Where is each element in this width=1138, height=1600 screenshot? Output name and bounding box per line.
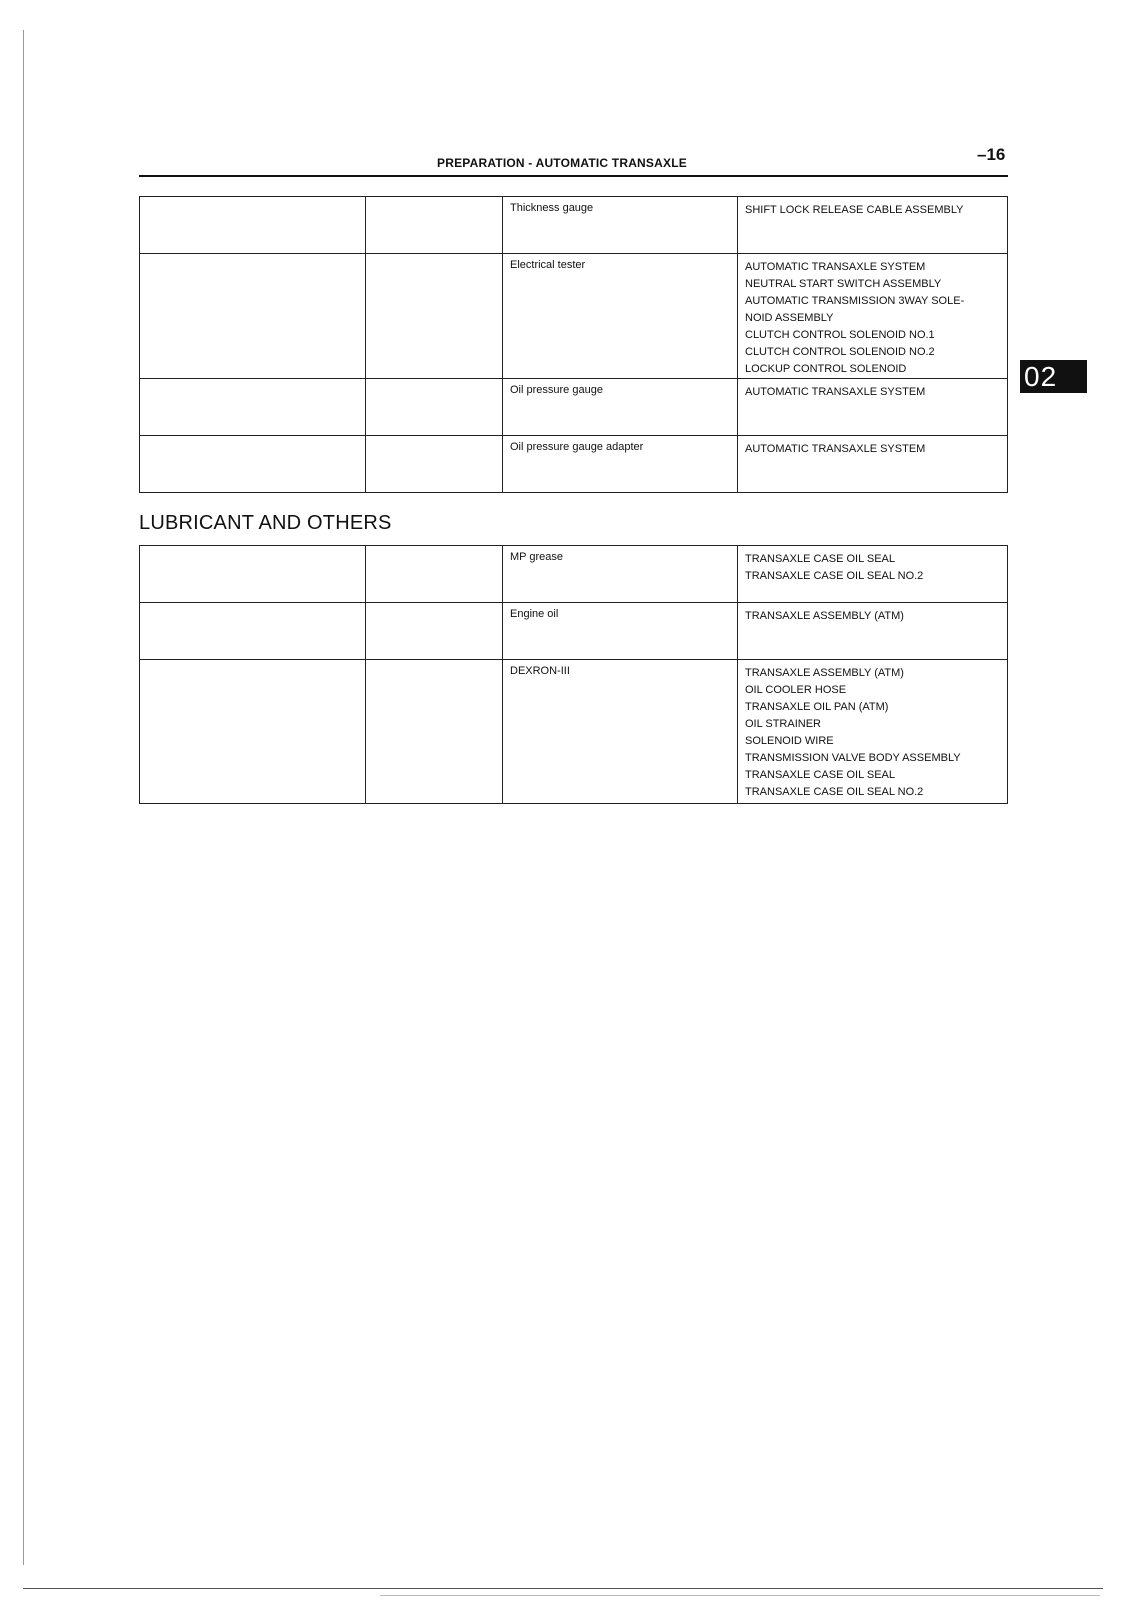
section-tab: 02 [1020,360,1087,393]
illustration-cell [140,603,366,660]
illustration-cell [140,379,366,436]
use-line: AUTOMATIC TRANSAXLE SYSTEM [745,386,926,398]
use-line: TRANSMISSION VALVE BODY ASSEMBLY [745,752,961,764]
page-header-title: PREPARATION - AUTOMATIC TRANSAXLE [437,156,687,170]
item-cell [503,379,738,436]
item-name: MP grease [510,551,563,563]
table-row [140,379,1008,436]
use-line: SHIFT LOCK RELEASE CABLE ASSEMBLY [745,204,964,216]
lubricant-table [139,545,1008,804]
header-rule [139,175,1008,177]
table-row [140,660,1008,804]
illustration-cell [140,546,366,603]
item-cell [503,436,738,493]
use-line: TRANSAXLE OIL PAN (ATM) [745,701,889,713]
use-line: LOCKUP CONTROL SOLENOID [745,363,907,375]
use-line: TRANSAXLE ASSEMBLY (ATM) [745,667,904,679]
part-number-cell [366,379,503,436]
item-cell [503,546,738,603]
illustration-cell [140,660,366,804]
item-cell [503,660,738,804]
uses-cell [738,660,1008,804]
use-line: TRANSAXLE ASSEMBLY (ATM) [745,610,904,622]
item-name: Oil pressure gauge [510,384,603,396]
use-line: SOLENOID WIRE [745,735,834,747]
use-line: AUTOMATIC TRANSAXLE SYSTEM [745,261,926,273]
use-line: CLUTCH CONTROL SOLENOID NO.2 [745,346,935,358]
part-number-cell [366,603,503,660]
use-line: TRANSAXLE CASE OIL SEAL NO.2 [745,570,924,582]
item-name: Electrical tester [510,259,586,271]
use-line: OIL STRAINER [745,718,821,730]
footer-rule [23,1588,1103,1589]
illustration-cell [140,436,366,493]
uses-cell [738,379,1008,436]
uses-cell [738,436,1008,493]
uses-cell [738,197,1008,254]
section-heading: LUBRICANT AND OTHERS [139,512,392,534]
item-cell [503,197,738,254]
footer-rule-secondary [380,1595,1100,1596]
use-line: CLUTCH CONTROL SOLENOID NO.1 [745,329,935,341]
use-line: NEUTRAL START SWITCH ASSEMBLY [745,278,942,290]
use-line: TRANSAXLE CASE OIL SEAL NO.2 [745,786,924,798]
use-line: NOID ASSEMBLY [745,312,834,324]
part-number-cell [366,254,503,379]
item-cell [503,603,738,660]
uses-cell [738,254,1008,379]
part-number-cell [366,660,503,804]
binding-margin-line [23,30,24,1565]
page-number: –16 [977,145,1006,164]
use-line: AUTOMATIC TRANSAXLE SYSTEM [745,443,926,455]
item-name: Oil pressure gauge adapter [510,441,644,453]
part-number-cell [366,546,503,603]
table-row [140,546,1008,603]
use-line: AUTOMATIC TRANSMISSION 3WAY SOLE- [745,295,965,307]
table-row [140,436,1008,493]
item-name: Thickness gauge [510,202,594,214]
use-line: OIL COOLER HOSE [745,684,847,696]
item-cell [503,254,738,379]
use-line: TRANSAXLE CASE OIL SEAL [745,553,895,565]
uses-cell [738,546,1008,603]
uses-cell [738,603,1008,660]
illustration-cell [140,197,366,254]
item-name: Engine oil [510,608,559,620]
tools-table [139,196,1008,493]
illustration-cell [140,254,366,379]
part-number-cell [366,436,503,493]
part-number-cell [366,197,503,254]
use-line: TRANSAXLE CASE OIL SEAL [745,769,895,781]
table-row [140,197,1008,254]
item-name: DEXRON-III [510,665,570,677]
table-row [140,603,1008,660]
table-row [140,254,1008,379]
